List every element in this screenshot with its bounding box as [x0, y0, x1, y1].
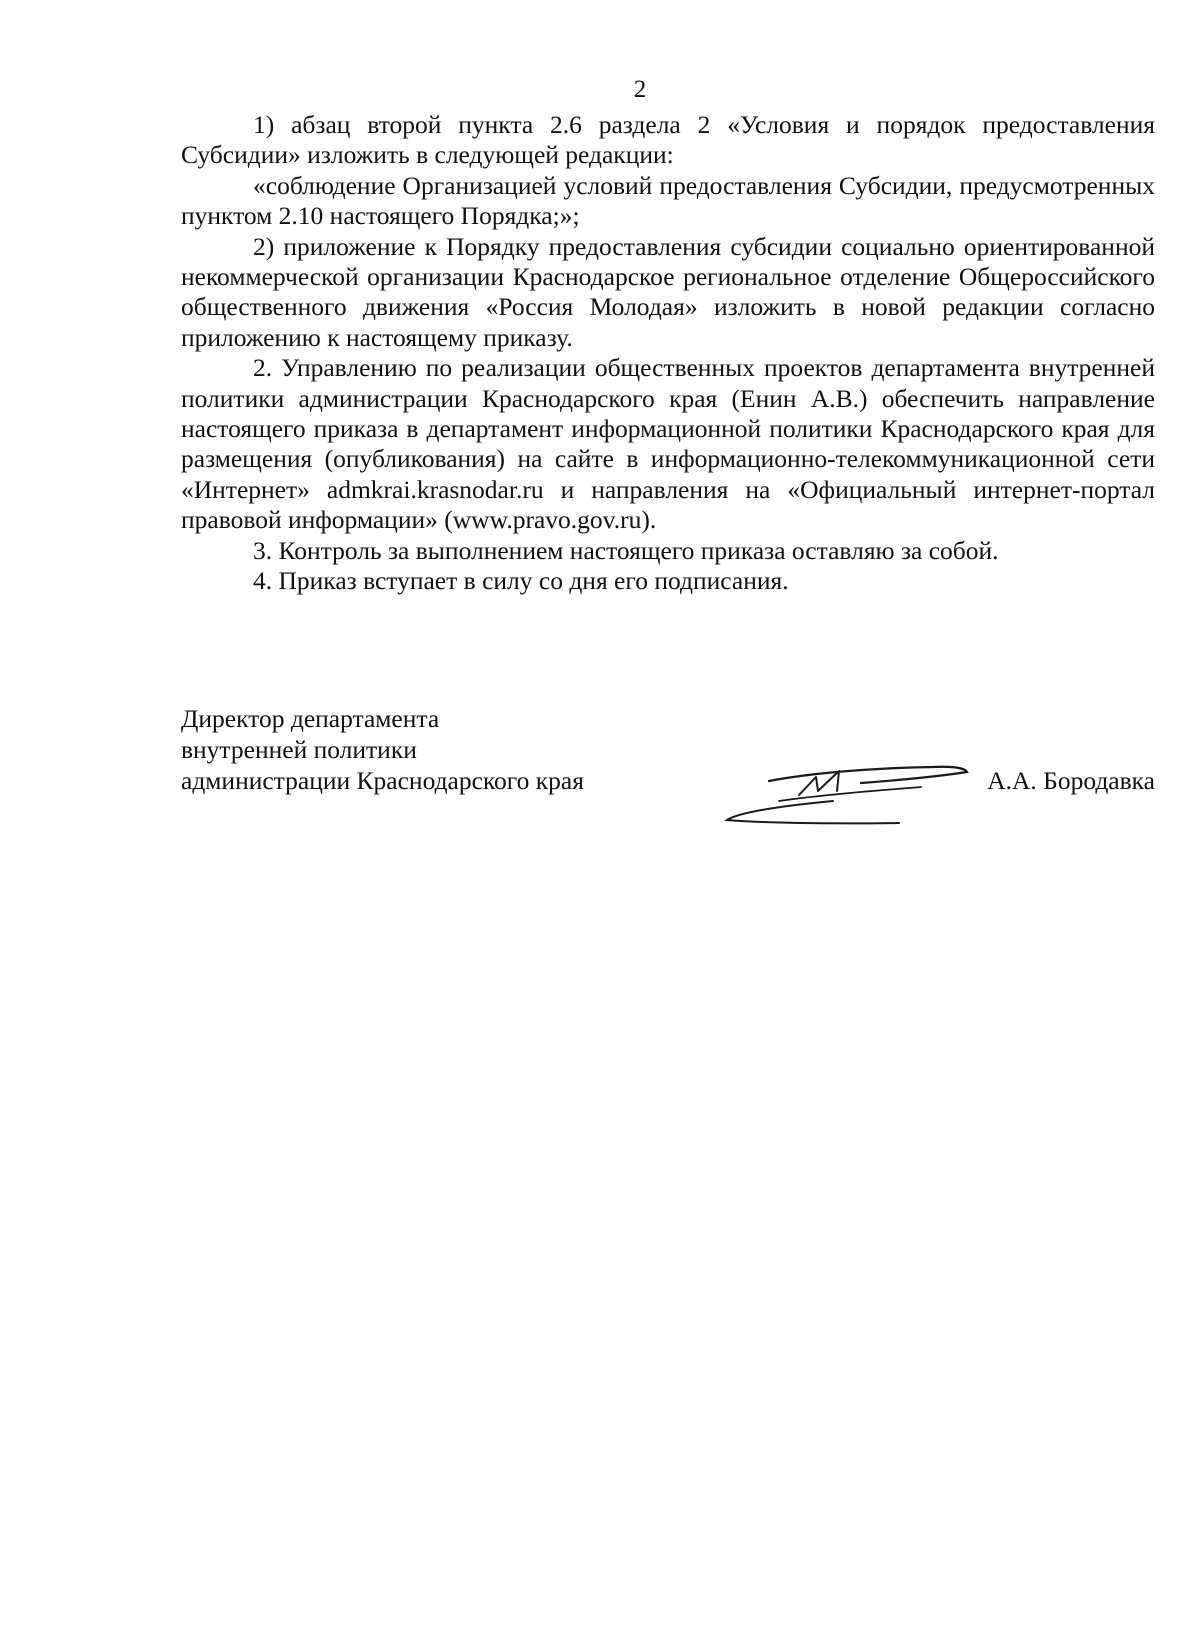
signer-position-line: внутренней политики [181, 735, 417, 764]
handwritten-signature [721, 751, 981, 831]
paragraph-item-2: 2. Управлению по реализации общественных проектов департамента внутренней политики администрации Краснодарского края (Енин А.В.) обеспечить направление настоящего приказа в департамент информационной политики Краснодарского края для размещения (опубликования) на сайте в информационно-телекоммуникационной сети «Интернет» admkrai.krasnodar.ru и направления на «Официальный интернет-портал правовой информации» (www.pravo.gov.ru). [181, 353, 1155, 535]
paragraph-item-4: 4. Приказ вступает в силу со дня его подписания. [253, 566, 789, 596]
paragraph-amendment-2: 2) приложение к Порядку предоставления субсидии социально ориентированной некоммерческой организации Краснодарское региональное отделение Общероссийского общественного движения «Россия Молодая» изложить в новой редакции согласно приложению к настоящему приказу. [181, 231, 1155, 352]
page-number: 2 [633, 76, 647, 103]
paragraph-amendment-1-text: «соблюдение Организацией условий предоставления Субсидии, предусмотренных пунктом 2.10 настоящего Порядка;»; [181, 170, 1155, 231]
paragraph-amendment-1: 1) абзац второй пункта 2.6 раздела 2 «Условия и порядок предоставления Субсидии» изложить в следующей редакции: [181, 110, 1155, 170]
document-body [181, 110, 1155, 597]
signer-position-line: администрации Краснодарского края [181, 766, 584, 795]
signer-position [181, 703, 584, 796]
signer-name: А.А. Бородавка [987, 766, 1155, 795]
paragraph-item-3: 3. Контроль за выполнением настоящего приказа оставляю за собой. [253, 535, 999, 565]
signer-position-line: Директор департамента [181, 704, 440, 733]
signature-block [181, 703, 1155, 833]
